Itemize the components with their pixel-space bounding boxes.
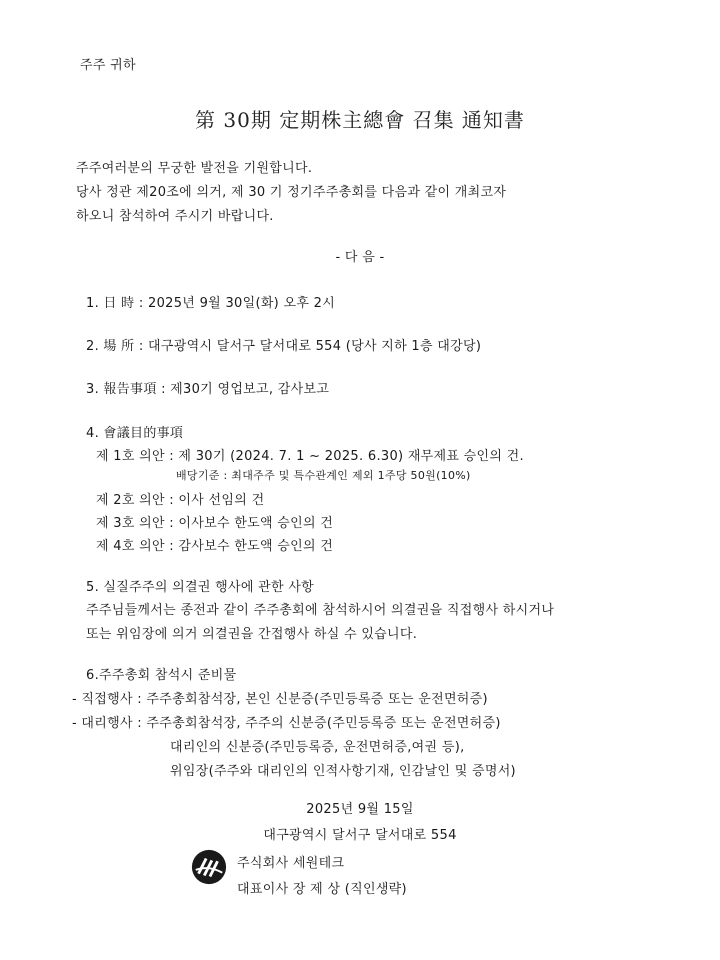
preparation-heading: 6.주주총회 참석시 준비물	[86, 668, 237, 683]
preparation-proxy-2: 대리인의 신분증(주민등록증, 운전면허증,여권 등),	[170, 740, 465, 755]
agenda-2: 제 2호 의안 : 이사 선임의 건	[96, 493, 265, 508]
addressee: 주주 귀하	[80, 58, 136, 73]
divider-text: - 다 음 -	[335, 250, 385, 265]
item-report: 3. 報告事項 : 제30기 영업보고, 감사보고	[86, 382, 330, 397]
footer-company: 주식회사 세원테크	[237, 856, 345, 871]
footer-date: 2025년 9월 15일	[306, 802, 414, 817]
preparation-direct: - 직접행사 : 주주총회참석장, 본인 신분증(주민등록증 또는 운전면허증)	[72, 692, 488, 707]
item-date: 1. 日 時 : 2025년 9월 30일(화) 오후 2시	[86, 296, 336, 311]
agenda-1: 제 1호 의안 : 제 30기 (2024. 7. 1 ~ 2025. 6.30) 재무제표 승인의 건.	[96, 449, 524, 464]
agenda-3: 제 3호 의안 : 이사보수 한도액 승인의 건	[96, 516, 334, 531]
intro-line-1: 주주여러분의 무궁한 발전을 기원합니다.	[76, 161, 313, 176]
preparation-proxy: - 대리행사 : 주주총회참석장, 주주의 신분증(주민등록증 또는 운전면허증)	[72, 716, 501, 731]
shadow-voting-line-1: 주주님들께서는 종전과 같이 주주총회에 참석하시어 의결권을 직접행사 하시거나	[86, 603, 555, 618]
agenda-4: 제 4호 의안 : 감사보수 한도액 승인의 건	[96, 539, 334, 554]
preparation-proxy-3: 위임장(주주와 대리인의 인적사항기재, 인감날인 및 증명서)	[170, 764, 516, 779]
shadow-voting-heading: 5. 실질주주의 의결권 행사에 관한 사항	[86, 580, 315, 595]
agenda-1-note: 배당기준 : 최대주주 및 특수관계인 제외 1주당 50원(10%)	[176, 469, 471, 482]
intro-line-2: 당사 정관 제20조에 의거, 제 30 기 정기주주총회를 다음과 같이 개최코자	[76, 185, 507, 200]
footer-address: 대구광역시 달서구 달서대로 554	[263, 828, 457, 843]
item-place: 2. 場 所 : 대구광역시 달서구 달서대로 554 (당사 지하 1층 대강당)	[86, 339, 482, 354]
footer-ceo: 대표이사 장 제 상 (직인생략)	[237, 882, 407, 897]
item-agenda-heading: 4. 會議目的事項	[86, 426, 184, 441]
company-logo-icon	[190, 848, 228, 886]
shadow-voting-line-2: 또는 위임장에 의거 의결권을 간접행사 하실 수 있습니다.	[86, 627, 418, 642]
intro-line-3: 하오니 참석하여 주시기 바랍니다.	[76, 209, 274, 224]
page-title: 第 30期 定期株主總會 召集 通知書	[195, 108, 525, 132]
